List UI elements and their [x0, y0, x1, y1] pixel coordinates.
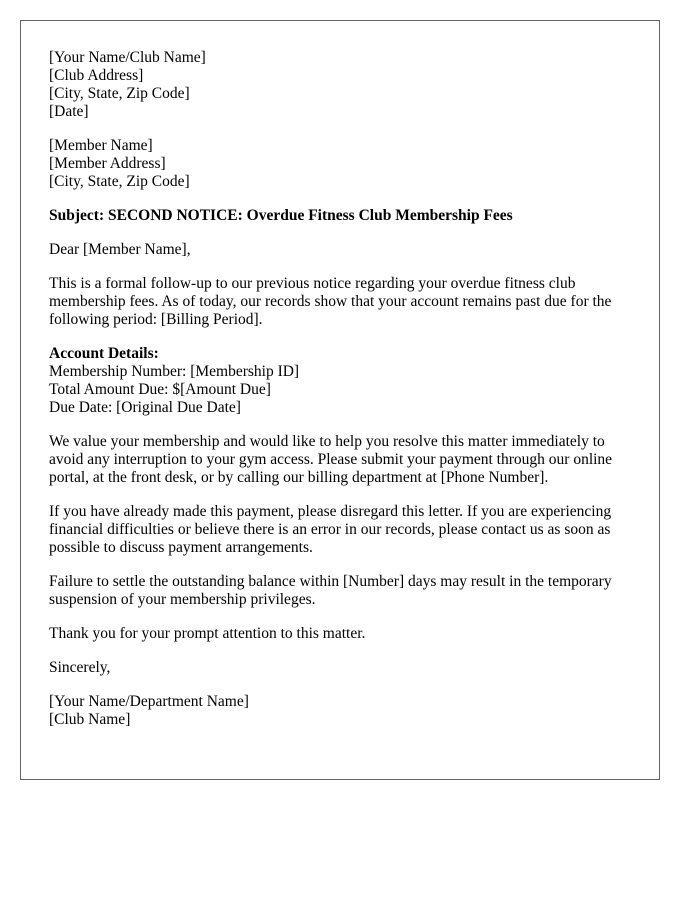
failure-paragraph-block — [49, 573, 639, 609]
account-details-block — [49, 345, 639, 417]
due-date: Due Date: [Original Due Date] — [49, 399, 241, 416]
failure-paragraph: Failure to settle the outstanding balance within [Number] days may result in the temporary suspension of your membership privileges. — [49, 573, 612, 608]
closing: Sincerely, — [49, 659, 111, 676]
value-paragraph-block — [49, 433, 639, 487]
letter-date: [Date] — [49, 103, 89, 120]
subject-line: Subject: SECOND NOTICE: Overdue Fitness Club Membership Fees — [49, 207, 513, 224]
thanks-paragraph: Thank you for your prompt attention to this matter. — [49, 625, 366, 642]
recipient-block — [49, 137, 639, 191]
already-paid-paragraph: If you have already made this payment, please disregard this letter. If you are experiencing financial difficulties or believe there is an error in our records, please contact us as soon as possible to discuss payment arrangements. — [49, 503, 612, 556]
letter-body — [49, 49, 639, 745]
letter-page — [20, 20, 660, 780]
sender-city: [City, State, Zip Code] — [49, 85, 190, 102]
salutation: Dear [Member Name], — [49, 241, 191, 258]
signature-club: [Club Name] — [49, 711, 131, 728]
value-paragraph: We value your membership and would like to help you resolve this matter immediately to avoid any interruption to your gym access. Please submit your payment through our online portal, at the front desk, or by calling our billing department at [Phone Number]. — [49, 433, 613, 486]
recipient-name: [Member Name] — [49, 137, 153, 154]
signature-name: [Your Name/Department Name] — [49, 693, 249, 710]
sender-address: [Club Address] — [49, 67, 144, 84]
thanks-paragraph-block — [49, 625, 639, 643]
sender-block — [49, 49, 639, 121]
salutation-block — [49, 241, 639, 259]
sender-name: [Your Name/Club Name] — [49, 49, 206, 66]
total-amount-due: Total Amount Due: $[Amount Due] — [49, 381, 271, 398]
closing-block — [49, 659, 639, 677]
account-details-heading: Account Details: — [49, 345, 159, 362]
intro-paragraph: This is a formal follow-up to our previous notice regarding your overdue fitness club membership fees. As of today, our records show that your account remains past due for the following period: [Billing Period]. — [49, 275, 612, 328]
subject-block — [49, 207, 639, 225]
recipient-city: [City, State, Zip Code] — [49, 173, 190, 190]
already-paid-paragraph-block — [49, 503, 639, 557]
membership-number: Membership Number: [Membership ID] — [49, 363, 300, 380]
signature-block — [49, 693, 639, 729]
intro-paragraph-block — [49, 275, 639, 329]
recipient-address: [Member Address] — [49, 155, 166, 172]
